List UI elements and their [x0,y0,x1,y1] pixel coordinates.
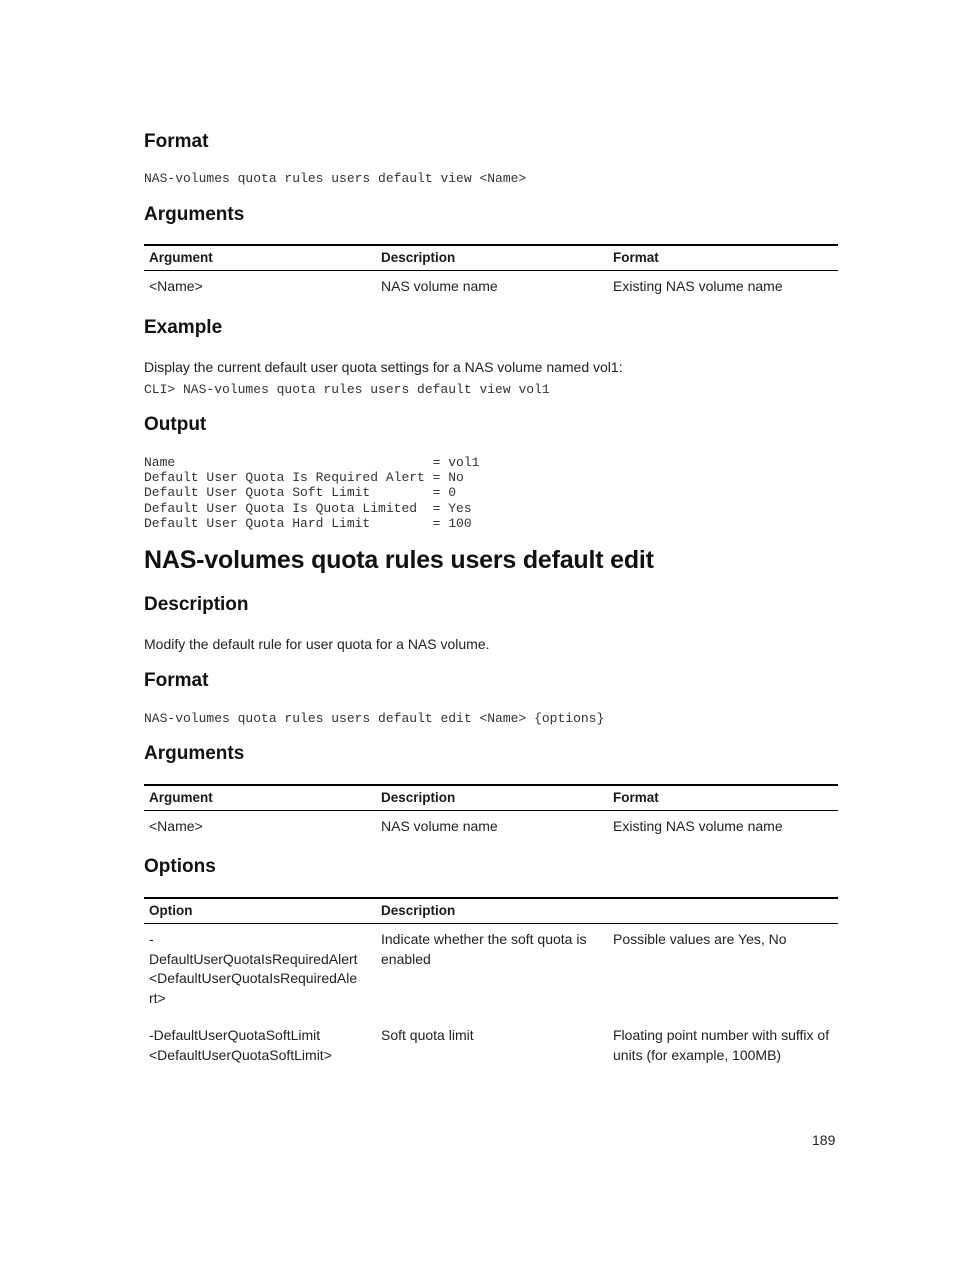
column-header: Description [376,245,608,271]
options-heading: Options [144,856,216,877]
page-number: 189 [812,1132,836,1148]
column-header: Format [608,785,838,811]
format-command-2: NAS-volumes quota rules users default edit <Name> {options} [144,711,605,726]
column-header: Argument [144,245,376,271]
column-header: Format [608,245,838,271]
format-heading-1: Format [144,131,209,152]
table-row [144,271,838,301]
table-row [144,1020,838,1069]
table-cell: NAS volume name [381,818,498,834]
table-cell: -DefaultUserQuotaSoftLimit <DefaultUserQuotaSoftLimit> [149,1027,332,1063]
column-header: Argument [144,785,376,811]
table-cell: Indicate whether the soft quota is enabled [381,931,587,967]
table-cell: NAS volume name [381,278,498,294]
table-header-row [144,245,838,271]
table-header-row [144,785,838,811]
example-command: CLI> NAS-volumes quota rules users default view vol1 [144,382,550,397]
table-cell: <Name> [149,818,203,834]
section-title: NAS-volumes quota rules users default edit [144,546,654,574]
output-line: Default User Quota Is Quota Limited = Yes [144,500,472,516]
column-header: Option [144,898,376,924]
output-line: Default User Quota Soft Limit = 0 [144,485,457,501]
table-cell: <Name> [149,278,203,294]
output-line: Default User Quota Hard Limit = 100 [144,515,472,531]
example-heading: Example [144,317,223,338]
arguments-table-1 [144,244,838,301]
table-row [144,811,838,841]
table-cell: Soft quota limit [381,1027,474,1043]
table-header-row [144,898,838,924]
column-header: Description [376,785,608,811]
arguments-heading-2: Arguments [144,743,245,764]
example-text: Display the current default user quota settings for a NAS volume named vol1: [144,359,623,375]
output-heading: Output [144,414,207,435]
format-heading-2: Format [144,670,209,691]
arguments-table-2 [144,784,838,841]
description-text: Modify the default rule for user quota for a NAS volume. [144,636,490,652]
output-line: Default User Quota Is Required Alert = No [144,470,464,486]
description-heading: Description [144,594,249,615]
options-table [144,897,838,1069]
column-header [608,898,838,924]
table-cell: Existing NAS volume name [613,818,783,834]
table-cell: Existing NAS volume name [613,278,783,294]
table-cell: - DefaultUserQuotaIsRequiredAlert <DefaultUserQuotaIsRequiredAle rt> [149,931,358,1006]
format-command-1: NAS-volumes quota rules users default view <Name> [144,171,527,186]
arguments-heading-1: Arguments [144,204,245,225]
column-header: Description [376,898,608,924]
output-block [144,455,479,531]
output-line: Name = vol1 [144,455,480,470]
table-cell: Floating point number with suffix of units (for example, 100MB) [613,1027,830,1063]
table-cell: Possible values are Yes, No [613,931,787,947]
table-row [144,924,838,1021]
